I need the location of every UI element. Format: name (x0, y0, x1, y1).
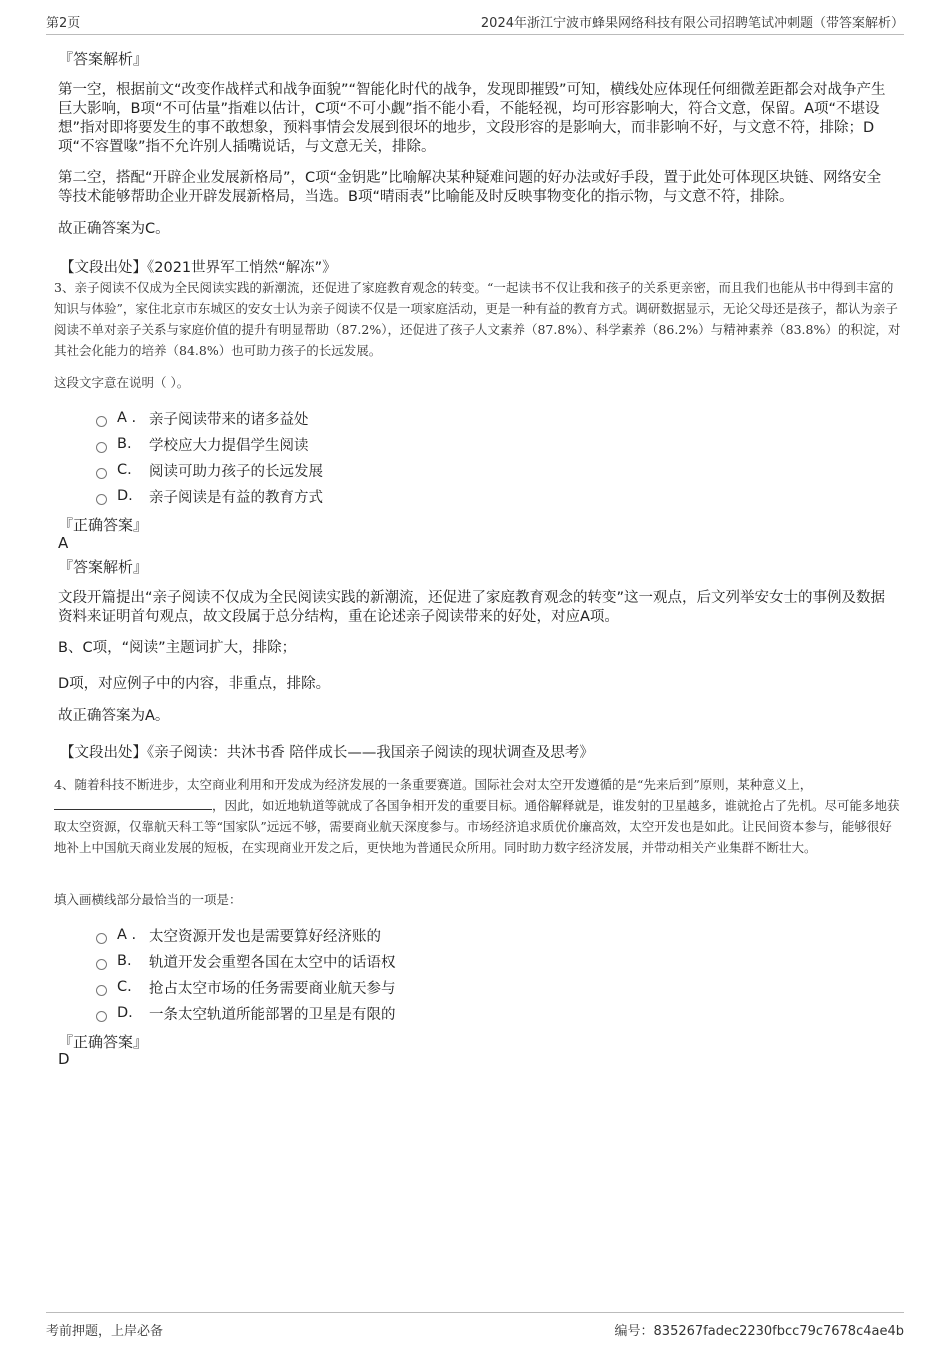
document-id: 编号：835267fadec2230fbcc79c7678c4ae4b (614, 1324, 904, 1339)
page-footer (46, 1312, 904, 1339)
question-stem: 4、随着科技不断进步，太空商业利用和开发成为经济发展的一条重要赛道。国际社会对太空开发遵循的是“先来后到”原则，某种意义上，，因此，如近地轨道等就成了各国争相开发的重要目标。通俗解释就是，谁发射的卫星越多，谁就抢占了先机。尽可能多地获取太空资源，仅靠航天科工等“国家队”远远不够，需要商业航天深度参与。市场经济追求质优价廉高效，太空开发也是如此。让民间资本参与，能够很好地补上中国航天商业发展的短板，在实现商业开发之后，更快地为普通民众所用。同时助力数字经济发展，并带动相关产业集群不断壮大。 (54, 777, 900, 855)
correct-answer-tag: 『正确答案』 (58, 516, 149, 534)
radio-icon[interactable] (96, 959, 107, 970)
correct-answer: A (58, 534, 69, 552)
analysis-conclusion: 故正确答案为A。 (58, 708, 170, 724)
footer-slogan: 考前押题，上岸必备 (46, 1324, 164, 1339)
radio-icon[interactable] (96, 494, 107, 505)
radio-icon[interactable] (96, 985, 107, 996)
question-prompt: 这段文字意在说明（ ）。 (54, 375, 190, 390)
document-title: 2024年浙江宁波市蜂果网络科技有限公司招聘笔试冲刺题（带答案解析） (480, 16, 904, 31)
correct-answer: D (58, 1050, 70, 1068)
page-header (46, 12, 904, 35)
source-citation: 【文段出处】《亲子阅读：共沐书香 陪伴成长——我国亲子阅读的现状调查及思考》 (60, 745, 594, 761)
option-d[interactable]: D. 亲子阅读是有益的教育方式 (96, 486, 323, 506)
source-citation: 【文段出处】《2021世界军工悄然“解冻”》 (60, 260, 337, 276)
analysis-paragraph: 第二空，搭配“开辟企业发展新格局”，C项“金钥匙”比喻解决某种疑难问题的好办法或好手段，置于此处可体现区块链、网络安全等技术能够帮助企业开辟发展新格局，当选。B项“晴雨表”比喻能及时反映事物变化的指示物，与文意不符，排除。 (58, 170, 882, 205)
option-b[interactable]: B. 学校应大力提倡学生阅读 (96, 434, 309, 454)
analysis-conclusion: 故正确答案为C。 (58, 221, 170, 237)
analysis-paragraph: B、C项，“阅读”主题词扩大，排除； (58, 640, 297, 656)
analysis-tag: 『答案解析』 (58, 50, 149, 68)
option-a[interactable]: A . 太空资源开发也是需要算好经济账的 (96, 925, 381, 945)
radio-icon[interactable] (96, 1011, 107, 1022)
fill-blank-line (54, 797, 212, 810)
question-prompt: 填入画横线部分最恰当的一项是： (54, 892, 242, 907)
page-number: 第2页 (46, 16, 81, 31)
option-b[interactable]: B. 轨道开发会重塑各国在太空中的话语权 (96, 951, 396, 971)
correct-answer-tag: 『正确答案』 (58, 1033, 149, 1051)
radio-icon[interactable] (96, 933, 107, 944)
analysis-paragraph: 文段开篇提出“亲子阅读不仅成为全民阅读实践的新潮流，还促进了家庭教育观念的转变”这一观点，后文列举安女士的事例及数据资料来证明首句观点，故文段属于总分结构，重在论述亲子阅读带来的好处，对应A项。 (58, 590, 886, 625)
radio-icon[interactable] (96, 468, 107, 479)
analysis-paragraph: D项，对应例子中的内容，非重点，排除。 (58, 676, 331, 692)
option-c[interactable]: C. 抢占太空市场的任务需要商业航天参与 (96, 977, 396, 997)
option-c[interactable]: C. 阅读可助力孩子的长远发展 (96, 460, 323, 480)
radio-icon[interactable] (96, 442, 107, 453)
option-d[interactable]: D. 一条太空轨道所能部署的卫星是有限的 (96, 1003, 396, 1023)
option-a[interactable]: A . 亲子阅读带来的诸多益处 (96, 408, 309, 428)
analysis-tag: 『答案解析』 (58, 558, 149, 576)
analysis-paragraph: 第一空，根据前文“改变作战样式和战争面貌”“智能化时代的战争，发现即摧毁”可知，横线处应体现任何细微差距都会对战争产生巨大影响，B项“不可估量”指难以估计，C项“不可小觑”指不能小看，不能轻视，均可形容影响大，符合文意，保留。A项“不堪设想”指对即将要发生的事不敢想象，预料事情会发展到很坏的地步，文段形容的是影响大，而非影响不好，与文意不符，排除；D项“不容置喙”指不允许别人插嘴说话，与文意无关，排除。 (58, 82, 886, 155)
question-stem: 3、亲子阅读不仅成为全民阅读实践的新潮流，还促进了家庭教育观念的转变。“一起读书不仅让我和孩子的关系更亲密，而且我们也能从书中得到丰富的知识与体验”，家住北京市东城区的安女士认为亲子阅读不仅是一项家庭活动，更是一种有益的教育方式。调研数据显示，无论父母还是孩子，都认为亲子阅读不单对亲子关系与家庭价值的提升有明显帮助（87.2%），还促进了孩子人文素养（87.8%）、科学素养（86.2%）与精神素养（83.8%）的积淀，对其社会化能力的培养（84.8%）也可助力孩子的长远发展。 (54, 280, 901, 358)
radio-icon[interactable] (96, 416, 107, 427)
